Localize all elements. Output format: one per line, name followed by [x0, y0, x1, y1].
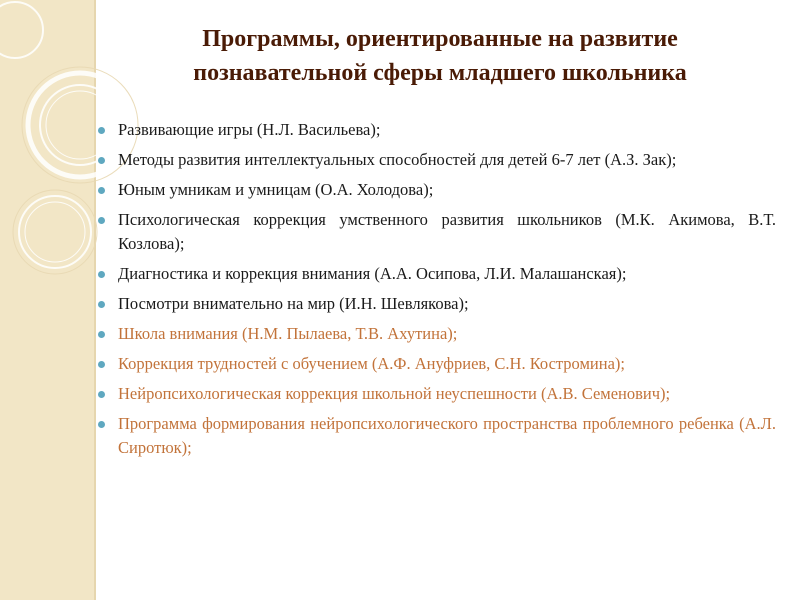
circle-bullet-icon — [98, 331, 105, 338]
list-item-text: Юным умникам и умницам (О.А. Холодова); — [118, 180, 434, 199]
decorative-side-band — [0, 0, 94, 600]
circle-bullet-icon — [98, 217, 105, 224]
list-item — [96, 292, 776, 316]
circle-bullet-icon — [98, 421, 105, 428]
list-item-text: Психологическая коррекция умственного развития школьников (М.К. Акимова, В.Т. Козлова); — [118, 210, 776, 253]
title-line-1: Программы, ориентированные на развитие — [202, 26, 678, 52]
list-item — [96, 208, 776, 256]
list-item-text: Коррекция трудностей с обучением (А.Ф. Ануфриев, С.Н. Костромина); — [118, 354, 625, 373]
list-item — [96, 178, 776, 202]
program-list — [96, 118, 776, 466]
circle-bullet-icon — [98, 127, 105, 134]
list-item — [96, 382, 776, 406]
list-item — [96, 262, 776, 286]
list-item-text: Нейропсихологическая коррекция школьной неуспешности (А.В. Семенович); — [118, 384, 671, 403]
slide-title — [120, 22, 760, 90]
list-item-text: Школа внимания (Н.М. Пылаева, Т.В. Ахутина); — [118, 324, 458, 343]
circle-bullet-icon — [98, 301, 105, 308]
circle-bullet-icon — [98, 391, 105, 398]
list-item-text: Методы развития интеллектуальных способностей для детей 6-7 лет (А.З. Зак); — [118, 150, 677, 169]
title-line-2: познавательной сферы младшего школьника — [193, 60, 687, 86]
circle-bullet-icon — [98, 187, 105, 194]
list-item — [96, 322, 776, 346]
circle-bullet-icon — [98, 157, 105, 164]
list-item — [96, 118, 776, 142]
circle-bullet-icon — [98, 361, 105, 368]
list-item — [96, 412, 776, 460]
list-item — [96, 352, 776, 376]
list-item-text: Посмотри внимательно на мир (И.Н. Шевлякова); — [118, 294, 469, 313]
list-item-text: Программа формирования нейропсихологического пространства проблемного ребенка (А.Л. Сиротюк); — [118, 414, 776, 457]
list-item-text: Развивающие игры (Н.Л. Васильева); — [118, 120, 381, 139]
list-item — [96, 148, 776, 172]
list-item-text: Диагностика и коррекция внимания (А.А. Осипова, Л.И. Малашанская); — [118, 264, 627, 283]
circle-bullet-icon — [98, 271, 105, 278]
